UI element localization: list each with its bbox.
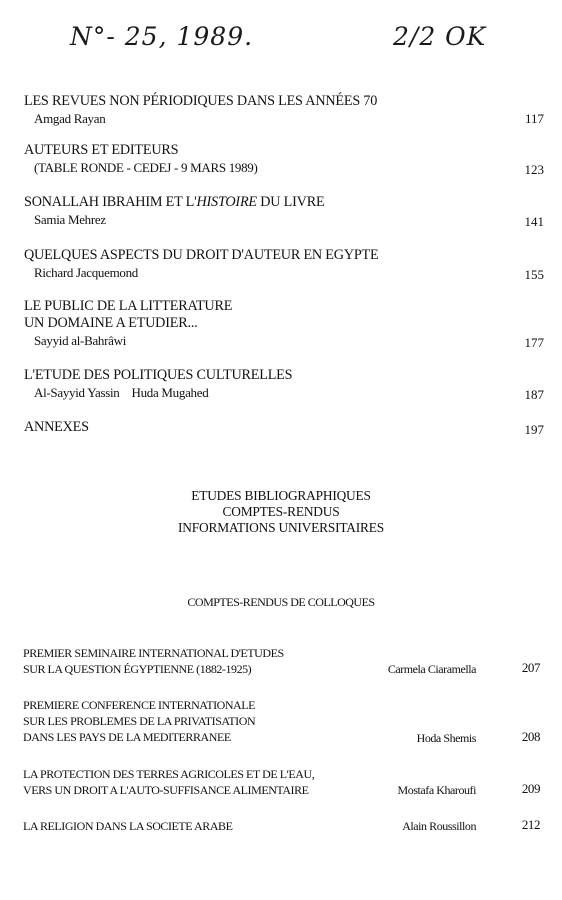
toc-title: QUELQUES ASPECTS DU DROIT D'AUTEUR EN EGYPTE xyxy=(24,247,379,263)
colloque-title: SUR LES PROBLEMES DE LA PRIVATISATION xyxy=(23,714,256,728)
section-heading-line: INFORMATIONS UNIVERSITAIRES xyxy=(178,520,384,535)
toc-page-number: 117 xyxy=(524,111,544,126)
toc-author xyxy=(34,384,544,401)
colloque-title: DANS LES PAYS DE LA MEDITERRANEE xyxy=(23,730,231,744)
toc-page-number: 155 xyxy=(524,267,544,282)
toc-page-number: 187 xyxy=(524,387,544,402)
colloque-title: LA RELIGION DANS LA SOCIETE ARABE xyxy=(23,819,233,833)
toc-entry xyxy=(24,194,544,228)
toc-author: Amgad Rayan xyxy=(34,111,106,126)
toc-subtitle: (TABLE RONDE - CEDEJ - 9 MARS 1989) xyxy=(34,160,258,175)
colloque-entry xyxy=(23,697,543,745)
toc-entry xyxy=(24,142,544,176)
toc-page-number: 197 xyxy=(524,422,544,437)
colloque-title: LA PROTECTION DES TERRES AGRICOLES ET DE L'EAU, xyxy=(23,767,315,781)
colloque-author: Alain Roussillon xyxy=(402,819,476,833)
toc-entry xyxy=(24,367,544,401)
toc-title: L'ETUDE DES POLITIQUES CULTURELLES xyxy=(24,367,293,383)
colloque-entry xyxy=(23,818,543,834)
section-heading xyxy=(0,488,562,536)
toc-entry xyxy=(24,419,544,436)
toc-title: SONALLAH IBRAHIM ET L'HISTOIRE DU LIVRE xyxy=(24,194,325,210)
handwritten-ok-note: 2/2 OK xyxy=(393,22,487,51)
colloque-page-number: 207 xyxy=(521,660,540,675)
colloque-title: PREMIERE CONFERENCE INTERNATIONALE xyxy=(23,698,256,712)
toc-entry xyxy=(24,298,544,349)
toc-title: ANNEXES xyxy=(24,419,89,435)
colloque-title: VERS UN DROIT A L'AUTO-SUFFISANCE ALIMENTAIRE xyxy=(23,783,309,797)
section-heading-line: ETUDES BIBLIOGRAPHIQUES xyxy=(191,488,371,503)
toc-title: UN DOMAINE A ETUDIER... xyxy=(24,315,198,331)
colloque-title: SUR LA QUESTION ÉGYPTIENNE (1882-1925) xyxy=(23,662,252,676)
colloque-title: PREMIER SEMINAIRE INTERNATIONAL D'ETUDES xyxy=(23,646,284,660)
toc-author: Sayyid al-Bahrâwi xyxy=(34,333,127,348)
toc-author: Richard Jacquemond xyxy=(34,265,138,280)
toc-entry xyxy=(24,247,544,281)
subsection-heading: COMPTES-RENDUS DE COLLOQUES xyxy=(187,595,375,609)
toc-author: Samia Mehrez xyxy=(34,212,106,227)
toc-page-number: 123 xyxy=(524,162,544,177)
colloque-entry xyxy=(23,645,543,677)
colloque-entry xyxy=(23,766,543,798)
toc-page-number: 141 xyxy=(524,214,544,229)
colloque-page-number: 208 xyxy=(521,729,540,744)
toc-entry xyxy=(24,93,544,127)
colloque-page-number: 212 xyxy=(521,817,540,832)
toc-author-name: Huda Mugahed xyxy=(131,385,209,400)
colloque-author: Hoda Shemis xyxy=(416,731,476,745)
toc-title: AUTEURS ET EDITEURS xyxy=(24,142,179,158)
colloque-page-number: 209 xyxy=(521,781,540,796)
toc-title: LE PUBLIC DE LA LITTERATURE xyxy=(24,298,233,314)
toc-page-number: 177 xyxy=(524,335,544,350)
handwritten-issue-note: N°- 25, 1989. xyxy=(70,22,254,51)
toc-author-name: Al-Sayyid Yassin xyxy=(34,385,120,400)
colloque-author: Mostafa Kharoufi xyxy=(397,783,476,797)
section-heading-line: COMPTES-RENDUS xyxy=(222,504,340,519)
colloque-author: Carmela Ciaramella xyxy=(387,662,476,676)
toc-title: LES REVUES NON PÉRIODIQUES DANS LES ANNÉES 70 xyxy=(24,93,378,109)
